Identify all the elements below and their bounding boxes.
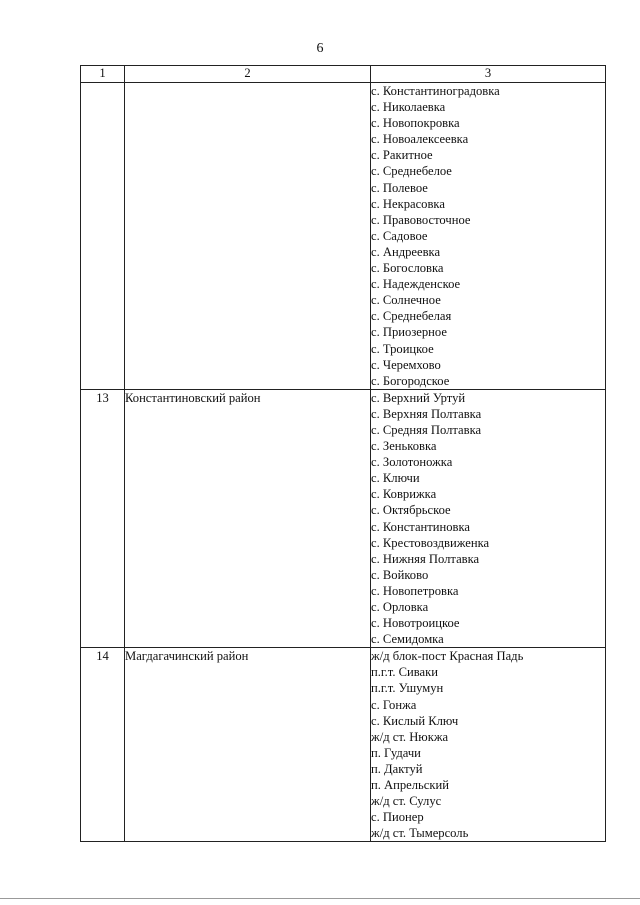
- table-body: [81, 83, 606, 842]
- page-bottom-edge: [0, 898, 640, 899]
- settlement-item: п. Апрельский: [371, 778, 449, 793]
- settlement-item: с. Верхняя Полтавка: [371, 406, 482, 421]
- settlement-item: с. Нижняя Полтавка: [371, 551, 480, 566]
- row-number: 14: [81, 648, 125, 842]
- settlement-item: п.г.т. Ушумун: [371, 681, 444, 696]
- row-number: 13: [81, 389, 125, 648]
- settlement-item: с. Черемхово: [371, 357, 441, 372]
- settlement-item: с. Некрасовка: [371, 196, 445, 211]
- settlement-item: с. Коврижка: [371, 487, 437, 502]
- page-number: 6: [316, 41, 324, 56]
- settlement-item: с. Верхний Уртуй: [371, 390, 466, 405]
- settlement-item: с. Среднебелое: [371, 164, 452, 179]
- settlement-item: с. Новопокровка: [371, 116, 460, 131]
- column-header-3: 3: [371, 66, 606, 83]
- settlement-item: с. Среднебелая: [371, 309, 452, 324]
- header-row: [81, 66, 606, 83]
- district-name: Константиновский район: [125, 389, 371, 648]
- settlement-item: с. Зеньковка: [371, 439, 437, 454]
- settlement-item: с. Новоалексеевка: [371, 132, 469, 147]
- row-number: [81, 83, 125, 390]
- settlement-item: с. Андреевка: [371, 244, 441, 259]
- settlement-item: п.г.т. Сиваки: [371, 665, 439, 680]
- settlements-list: [371, 83, 606, 390]
- settlement-item: с. Правовосточное: [371, 212, 471, 227]
- column-header-2: 2: [125, 66, 371, 83]
- settlement-item: ж/д ст. Нюкжа: [371, 729, 449, 744]
- settlement-item: с. Войково: [371, 567, 429, 582]
- settlement-item: с. Константиноградовка: [371, 84, 500, 98]
- settlement-item: с. Богословка: [371, 261, 444, 276]
- settlement-item: ж/д ст. Сулус: [371, 794, 442, 809]
- settlement-item: п. Дактуй: [371, 761, 423, 776]
- settlement-item: с. Средняя Полтавка: [371, 422, 482, 437]
- settlements-list: [371, 648, 606, 842]
- settlement-item: с. Гонжа: [371, 697, 417, 712]
- settlement-item: с. Семидомка: [371, 632, 444, 647]
- table-row: [81, 389, 606, 648]
- settlement-item: п. Гудачи: [371, 745, 421, 760]
- settlement-item: с. Пионер: [371, 810, 424, 825]
- settlement-item: с. Полевое: [371, 180, 428, 195]
- district-name: Магдагачинский район: [125, 648, 371, 842]
- settlement-item: с. Солнечное: [371, 293, 441, 308]
- settlement-item: с. Орловка: [371, 600, 429, 614]
- settlement-item: с. Богородское: [371, 373, 450, 388]
- settlement-item: с. Троицкое: [371, 341, 434, 356]
- settlement-item: с. Новопетровка: [371, 583, 459, 598]
- settlements-table: [80, 65, 606, 842]
- settlement-item: с. Ключи: [371, 471, 420, 486]
- settlement-item: с. Надежденское: [371, 277, 461, 292]
- settlement-item: с. Садовое: [371, 228, 428, 243]
- settlement-item: с. Золотоножка: [371, 455, 453, 470]
- settlement-item: с. Константиновка: [371, 519, 471, 534]
- district-name: [125, 83, 371, 390]
- table-row: [81, 648, 606, 842]
- settlement-item: с. Новотроицкое: [371, 616, 460, 631]
- settlement-item: с. Николаевка: [371, 100, 446, 115]
- settlement-item: ж/д ст. Тымерсоль: [371, 826, 469, 841]
- column-header-1: 1: [81, 66, 125, 83]
- settlement-item: с. Крестовоздвиженка: [371, 535, 490, 550]
- settlement-item: ж/д блок-пост Красная Падь: [371, 649, 524, 664]
- settlement-item: с. Ракитное: [371, 148, 433, 163]
- table-row: [81, 83, 606, 390]
- settlement-item: с. Кислый Ключ: [371, 713, 459, 728]
- settlements-list: [371, 389, 606, 648]
- settlement-item: с. Октябрьское: [371, 503, 451, 518]
- settlement-item: с. Приозерное: [371, 325, 447, 340]
